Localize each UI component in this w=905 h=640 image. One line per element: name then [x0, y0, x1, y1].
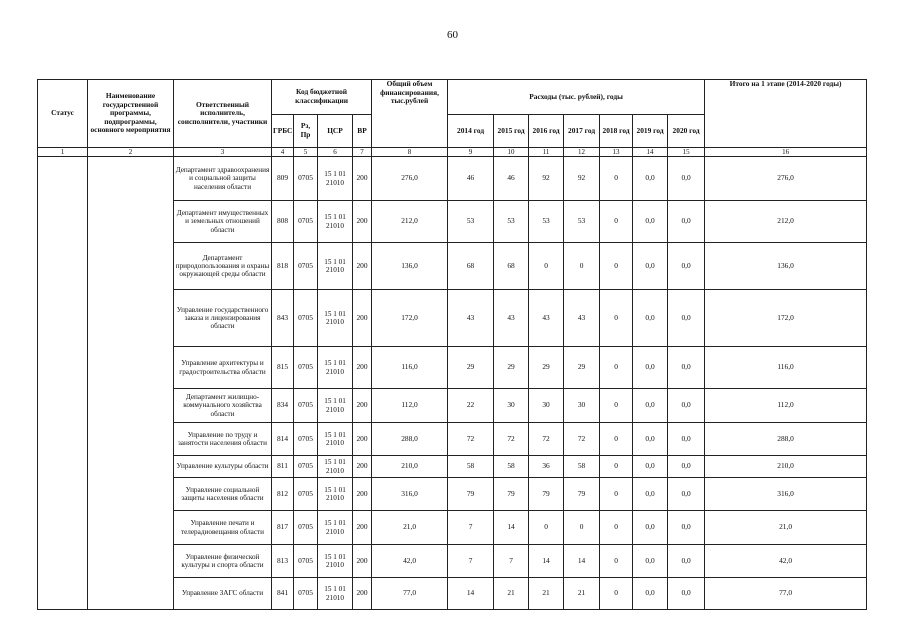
y2017-cell: 30 [564, 389, 600, 423]
executor-cell: Департамент имущественных и земельных отношений области [174, 201, 272, 243]
stage-cell: 288,0 [705, 423, 867, 456]
y2014-cell: 29 [448, 347, 494, 389]
y2017-cell: 79 [564, 478, 600, 511]
y2018-cell: 0 [600, 201, 633, 243]
header-year: 2020 год [668, 115, 705, 148]
y2015-cell: 53 [494, 201, 529, 243]
y2015-cell: 21 [494, 578, 529, 610]
rz-cell: 0705 [294, 478, 318, 511]
y2015-cell: 43 [494, 290, 529, 347]
stage-cell: 276,0 [705, 157, 867, 201]
y2014-cell: 22 [448, 389, 494, 423]
total-cell: 77,0 [372, 578, 448, 610]
y2016-cell: 14 [529, 545, 564, 578]
stage-cell: 116,0 [705, 347, 867, 389]
vr-cell: 200 [353, 578, 372, 610]
y2017-cell: 72 [564, 423, 600, 456]
y2019-cell: 0,0 [633, 389, 668, 423]
executor-cell: Департамент жилищно-коммунального хозяйства области [174, 389, 272, 423]
y2016-cell: 30 [529, 389, 564, 423]
y2014-cell: 68 [448, 243, 494, 290]
rz-cell: 0705 [294, 423, 318, 456]
csr-cell: 15 1 01 21010 [318, 290, 353, 347]
csr-cell: 15 1 01 21010 [318, 347, 353, 389]
csr-cell: 15 1 01 21010 [318, 389, 353, 423]
y2018-cell: 0 [600, 578, 633, 610]
y2019-cell: 0,0 [633, 478, 668, 511]
y2018-cell: 0 [600, 456, 633, 478]
rz-cell: 0705 [294, 201, 318, 243]
y2014-cell: 14 [448, 578, 494, 610]
executor-cell: Управление архитектуры и градостроительства области [174, 347, 272, 389]
column-number: 3 [174, 148, 272, 157]
y2020-cell: 0,0 [668, 157, 705, 201]
stage-cell: 112,0 [705, 389, 867, 423]
rz-cell: 0705 [294, 511, 318, 545]
y2015-cell: 7 [494, 545, 529, 578]
y2019-cell: 0,0 [633, 347, 668, 389]
executor-cell: Управление ЗАГС области [174, 578, 272, 610]
y2019-cell: 0,0 [633, 511, 668, 545]
y2020-cell: 0,0 [668, 389, 705, 423]
executor-cell: Управление по труду и занятости населения области [174, 423, 272, 456]
y2014-cell: 46 [448, 157, 494, 201]
stage-cell: 212,0 [705, 201, 867, 243]
y2015-cell: 46 [494, 157, 529, 201]
y2020-cell: 0,0 [668, 511, 705, 545]
rz-cell: 0705 [294, 578, 318, 610]
y2018-cell: 0 [600, 243, 633, 290]
y2015-cell: 58 [494, 456, 529, 478]
y2016-cell: 92 [529, 157, 564, 201]
csr-cell: 15 1 01 21010 [318, 545, 353, 578]
stage-cell: 210,0 [705, 456, 867, 478]
y2020-cell: 0,0 [668, 578, 705, 610]
y2020-cell: 0,0 [668, 423, 705, 456]
y2018-cell: 0 [600, 290, 633, 347]
header-expenses: Расходы (тыс. рублей), годы [448, 80, 705, 115]
grbs-cell: 818 [272, 243, 294, 290]
y2018-cell: 0 [600, 545, 633, 578]
total-cell: 21,0 [372, 511, 448, 545]
vr-cell: 200 [353, 243, 372, 290]
vr-cell: 200 [353, 157, 372, 201]
y2015-cell: 79 [494, 478, 529, 511]
vr-cell: 200 [353, 423, 372, 456]
column-number: 4 [272, 148, 294, 157]
y2018-cell: 0 [600, 389, 633, 423]
csr-cell: 15 1 01 21010 [318, 423, 353, 456]
stage-cell: 77,0 [705, 578, 867, 610]
column-number: 2 [88, 148, 174, 157]
vr-cell: 200 [353, 389, 372, 423]
y2016-cell: 53 [529, 201, 564, 243]
grbs-cell: 817 [272, 511, 294, 545]
y2020-cell: 0,0 [668, 478, 705, 511]
total-cell: 136,0 [372, 243, 448, 290]
y2016-cell: 0 [529, 243, 564, 290]
rz-cell: 0705 [294, 157, 318, 201]
header-grbs: ГРБС [272, 115, 294, 148]
grbs-cell: 834 [272, 389, 294, 423]
header-executor: Ответственный исполнитель, соисполнители, участники [174, 80, 272, 148]
column-number: 7 [353, 148, 372, 157]
page-number: 60 [447, 29, 458, 41]
header-status: Статус [38, 80, 88, 148]
y2020-cell: 0,0 [668, 243, 705, 290]
header-year: 2014 год [448, 115, 494, 148]
y2020-cell: 0,0 [668, 290, 705, 347]
csr-cell: 15 1 01 21010 [318, 456, 353, 478]
rz-cell: 0705 [294, 456, 318, 478]
y2017-cell: 14 [564, 545, 600, 578]
rz-cell: 0705 [294, 389, 318, 423]
y2015-cell: 68 [494, 243, 529, 290]
y2019-cell: 0,0 [633, 243, 668, 290]
total-cell: 316,0 [372, 478, 448, 511]
header-year: 2015 год [494, 115, 529, 148]
program-name-cell [88, 157, 174, 610]
y2017-cell: 21 [564, 578, 600, 610]
y2019-cell: 0,0 [633, 545, 668, 578]
grbs-cell: 811 [272, 456, 294, 478]
column-number: 6 [318, 148, 353, 157]
column-number: 10 [494, 148, 529, 157]
y2019-cell: 0,0 [633, 578, 668, 610]
y2019-cell: 0,0 [633, 423, 668, 456]
y2016-cell: 0 [529, 511, 564, 545]
total-cell: 210,0 [372, 456, 448, 478]
y2014-cell: 7 [448, 545, 494, 578]
y2014-cell: 43 [448, 290, 494, 347]
executor-cell: Департамент природопользования и охраны окружающей среды области [174, 243, 272, 290]
header-year: 2016 год [529, 115, 564, 148]
grbs-cell: 808 [272, 201, 294, 243]
total-cell: 116,0 [372, 347, 448, 389]
header-program-name: Наименование государственной программы, подпрограммы, основного мероприятия [88, 80, 174, 148]
header-budget-code: Код бюджетной классификации [272, 80, 372, 115]
executor-cell: Управление государственного заказа и лицензирования области [174, 290, 272, 347]
rz-cell: 0705 [294, 347, 318, 389]
y2014-cell: 58 [448, 456, 494, 478]
vr-cell: 200 [353, 290, 372, 347]
vr-cell: 200 [353, 201, 372, 243]
column-number: 5 [294, 148, 318, 157]
y2015-cell: 30 [494, 389, 529, 423]
y2020-cell: 0,0 [668, 545, 705, 578]
y2014-cell: 79 [448, 478, 494, 511]
executor-cell: Управление культуры области [174, 456, 272, 478]
y2017-cell: 0 [564, 511, 600, 545]
y2018-cell: 0 [600, 157, 633, 201]
executor-cell: Управление физической культуры и спорта области [174, 545, 272, 578]
column-number-row [38, 148, 867, 157]
total-cell: 288,0 [372, 423, 448, 456]
column-number: 11 [529, 148, 564, 157]
vr-cell: 200 [353, 478, 372, 511]
csr-cell: 15 1 01 21010 [318, 201, 353, 243]
y2017-cell: 0 [564, 243, 600, 290]
header-csr: ЦСР [318, 115, 353, 148]
y2016-cell: 79 [529, 478, 564, 511]
column-number: 8 [372, 148, 448, 157]
header-year: 2017 год [564, 115, 600, 148]
y2017-cell: 43 [564, 290, 600, 347]
grbs-cell: 809 [272, 157, 294, 201]
vr-cell: 200 [353, 511, 372, 545]
column-number: 14 [633, 148, 668, 157]
y2016-cell: 21 [529, 578, 564, 610]
header-year: 2018 год [600, 115, 633, 148]
y2017-cell: 92 [564, 157, 600, 201]
column-number: 9 [448, 148, 494, 157]
y2019-cell: 0,0 [633, 157, 668, 201]
stage-cell: 316,0 [705, 478, 867, 511]
stage-cell: 136,0 [705, 243, 867, 290]
grbs-cell: 814 [272, 423, 294, 456]
y2019-cell: 0,0 [633, 456, 668, 478]
y2016-cell: 29 [529, 347, 564, 389]
header-vr: ВР [353, 115, 372, 148]
grbs-cell: 812 [272, 478, 294, 511]
y2018-cell: 0 [600, 347, 633, 389]
y2016-cell: 72 [529, 423, 564, 456]
grbs-cell: 815 [272, 347, 294, 389]
rz-cell: 0705 [294, 545, 318, 578]
y2014-cell: 53 [448, 201, 494, 243]
stage-cell: 172,0 [705, 290, 867, 347]
grbs-cell: 841 [272, 578, 294, 610]
executor-cell: Управление печати и телерадиовещания области [174, 511, 272, 545]
y2020-cell: 0,0 [668, 201, 705, 243]
rz-cell: 0705 [294, 290, 318, 347]
csr-cell: 15 1 01 21010 [318, 478, 353, 511]
executor-cell: Управление социальной защиты населения области [174, 478, 272, 511]
column-number: 16 [705, 148, 867, 157]
total-cell: 212,0 [372, 201, 448, 243]
y2020-cell: 0,0 [668, 347, 705, 389]
csr-cell: 15 1 01 21010 [318, 157, 353, 201]
y2017-cell: 29 [564, 347, 600, 389]
executor-cell: Департамент здравоохранения и социальной защиты населения области [174, 157, 272, 201]
total-cell: 42,0 [372, 545, 448, 578]
total-cell: 172,0 [372, 290, 448, 347]
y2020-cell: 0,0 [668, 456, 705, 478]
y2017-cell: 58 [564, 456, 600, 478]
stage-cell: 42,0 [705, 545, 867, 578]
y2017-cell: 53 [564, 201, 600, 243]
total-cell: 112,0 [372, 389, 448, 423]
y2018-cell: 0 [600, 511, 633, 545]
column-number: 13 [600, 148, 633, 157]
y2015-cell: 29 [494, 347, 529, 389]
vr-cell: 200 [353, 456, 372, 478]
vr-cell: 200 [353, 545, 372, 578]
y2018-cell: 0 [600, 478, 633, 511]
grbs-cell: 843 [272, 290, 294, 347]
y2015-cell: 14 [494, 511, 529, 545]
status-cell [38, 157, 88, 610]
grbs-cell: 813 [272, 545, 294, 578]
rz-cell: 0705 [294, 243, 318, 290]
vr-cell: 200 [353, 347, 372, 389]
table-body [38, 157, 867, 610]
y2019-cell: 0,0 [633, 201, 668, 243]
header-rz-pr: Рз, Пр [294, 115, 318, 148]
csr-cell: 15 1 01 21010 [318, 511, 353, 545]
total-cell: 276,0 [372, 157, 448, 201]
column-number: 15 [668, 148, 705, 157]
column-number: 12 [564, 148, 600, 157]
y2019-cell: 0,0 [633, 290, 668, 347]
csr-cell: 15 1 01 21010 [318, 578, 353, 610]
y2014-cell: 7 [448, 511, 494, 545]
y2014-cell: 72 [448, 423, 494, 456]
financing-table [37, 79, 867, 610]
csr-cell: 15 1 01 21010 [318, 243, 353, 290]
stage-cell: 21,0 [705, 511, 867, 545]
y2018-cell: 0 [600, 423, 633, 456]
column-number: 1 [38, 148, 88, 157]
y2016-cell: 36 [529, 456, 564, 478]
header-year: 2019 год [633, 115, 668, 148]
header-total-stage: Итого на 1 этапе (2014-2020 годы) [705, 80, 867, 148]
y2015-cell: 72 [494, 423, 529, 456]
header-total-financing: Общий объем финансирования, тыс.рублей [372, 80, 448, 148]
y2016-cell: 43 [529, 290, 564, 347]
table-row [38, 157, 867, 201]
